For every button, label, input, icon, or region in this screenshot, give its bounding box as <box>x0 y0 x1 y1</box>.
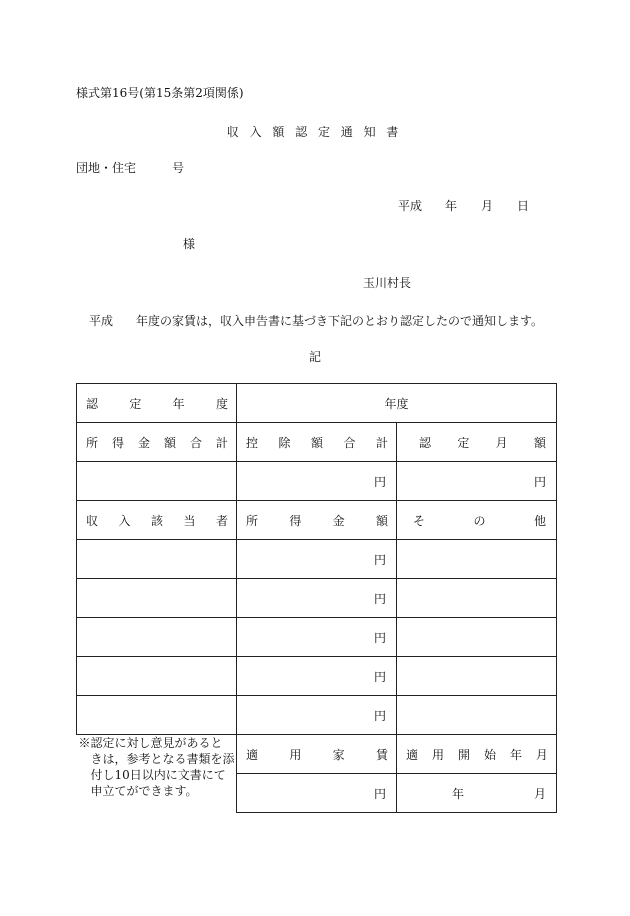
label-char: 家 <box>332 747 345 762</box>
income-amount-cell: 円 <box>237 540 397 579</box>
date-year: 年 <box>445 199 458 213</box>
label-char: 金 <box>137 435 150 450</box>
header-cell <box>237 423 397 462</box>
note-cell <box>77 735 237 813</box>
deduction-total-value: 円 <box>237 462 397 501</box>
label-char: 額 <box>163 435 176 450</box>
date-month: 月 <box>481 199 494 213</box>
table-row-year <box>77 384 557 423</box>
recipient-honorific: 様 <box>183 237 196 251</box>
note-line: 申立てができます。 <box>90 784 198 798</box>
earner-cell <box>77 540 237 579</box>
notice-era: 平成 <box>89 314 114 328</box>
earner-cell <box>77 579 237 618</box>
year-label <box>77 395 236 412</box>
document-title: 収入額認定通知書 <box>226 125 410 139</box>
header-monthly-amount <box>397 434 556 451</box>
label-char: 金 <box>332 513 345 528</box>
label-char: の <box>473 513 486 528</box>
header-cell <box>237 735 397 774</box>
income-amount-cell: 円 <box>237 696 397 735</box>
other-cell <box>397 696 557 735</box>
label-char: 所 <box>86 435 99 450</box>
note-line: きは，参考となる書類を添 <box>90 752 235 766</box>
earner-cell <box>77 657 237 696</box>
table-row <box>77 696 557 735</box>
label-char: 該 <box>150 513 163 528</box>
earner-cell <box>77 618 237 657</box>
label-char: 月 <box>495 435 508 450</box>
label-char: 月 <box>535 747 548 762</box>
monthly-amount-value: 円 <box>397 462 557 501</box>
income-amount-cell: 円 <box>237 579 397 618</box>
label-char: 度 <box>215 396 228 411</box>
header-cell <box>237 501 397 540</box>
date-day: 日 <box>517 199 530 213</box>
label-char: 所 <box>246 513 259 528</box>
table-row-headers-2 <box>77 501 557 540</box>
header-cell <box>397 735 557 774</box>
note-line: ※認定に対し意見があると <box>78 736 223 750</box>
label-char: 額 <box>375 513 388 528</box>
table-row-rent-headers <box>77 735 557 774</box>
header-start-month <box>397 746 556 763</box>
label-char: 当 <box>183 513 196 528</box>
table-row-amounts-1 <box>77 462 557 501</box>
label-char: 認 <box>419 435 432 450</box>
other-cell <box>397 618 557 657</box>
label-char: 得 <box>111 435 124 450</box>
header-cell <box>397 501 557 540</box>
applied-rent-value: 円 <box>237 774 397 813</box>
table-row-headers-1 <box>77 423 557 462</box>
header-applied-rent <box>237 746 396 763</box>
table-row <box>77 657 557 696</box>
start-month-value-cell <box>397 774 557 813</box>
label-char: 者 <box>215 513 228 528</box>
label-char: 除 <box>278 435 291 450</box>
label-char: 年 <box>509 747 522 762</box>
label-char: そ <box>413 513 426 528</box>
income-total-value <box>77 462 237 501</box>
label-char: 始 <box>483 747 496 762</box>
housing-number-label: 号 <box>172 161 185 175</box>
label-char: 収 <box>86 513 99 528</box>
label-char: 認 <box>86 396 99 411</box>
income-certification-table <box>76 383 557 813</box>
header-income-amount <box>237 512 396 529</box>
start-month-label: 月 <box>533 786 546 801</box>
label-char: 得 <box>289 513 302 528</box>
label-char: 開 <box>457 747 470 762</box>
label-char: 年 <box>172 396 185 411</box>
label-char: 他 <box>533 513 546 528</box>
label-char: 計 <box>215 435 228 450</box>
income-amount-cell: 円 <box>237 657 397 696</box>
note-line: 付し10日以内に文書にて <box>90 768 226 782</box>
label-char: 額 <box>310 435 323 450</box>
label-char: 合 <box>343 435 356 450</box>
label-char: 控 <box>246 435 259 450</box>
label-char: 適 <box>246 747 259 762</box>
notice-text: 年度の家賃は，収入申告書に基づき下記のとおり認定したので通知します。 <box>136 314 544 328</box>
label-char: 入 <box>118 513 131 528</box>
header-income-earner <box>77 512 236 529</box>
table-row <box>77 540 557 579</box>
other-cell <box>397 657 557 696</box>
header-cell <box>397 423 557 462</box>
header-cell <box>77 423 237 462</box>
label-char: 額 <box>533 435 546 450</box>
label-char: 計 <box>375 435 388 450</box>
header-cell <box>77 501 237 540</box>
label-char: 定 <box>129 396 142 411</box>
other-cell <box>397 540 557 579</box>
header-other <box>397 512 556 529</box>
table-row <box>77 579 557 618</box>
year-value-cell <box>237 384 557 423</box>
label-char: 用 <box>289 747 302 762</box>
label-char: 賃 <box>375 747 388 762</box>
header-income-total <box>77 434 236 451</box>
start-year-label: 年 <box>451 786 464 801</box>
label-char: 定 <box>457 435 470 450</box>
year-value: 年度 <box>384 396 409 411</box>
header-deduction-total <box>237 434 396 451</box>
year-label-cell <box>77 384 237 423</box>
label-char: 適 <box>406 747 419 762</box>
income-amount-cell: 円 <box>237 618 397 657</box>
other-cell <box>397 579 557 618</box>
earner-cell <box>77 696 237 735</box>
issuer-name: 玉川村長 <box>363 276 412 290</box>
label-char: 用 <box>431 747 444 762</box>
form-number: 様式第16号(第15条第2項関係) <box>76 86 244 100</box>
label-char: 合 <box>189 435 202 450</box>
ki-mark: 記 <box>309 350 322 364</box>
housing-label: 団地・住宅 <box>76 161 137 175</box>
table-row <box>77 618 557 657</box>
date-era: 平成 <box>398 199 423 213</box>
